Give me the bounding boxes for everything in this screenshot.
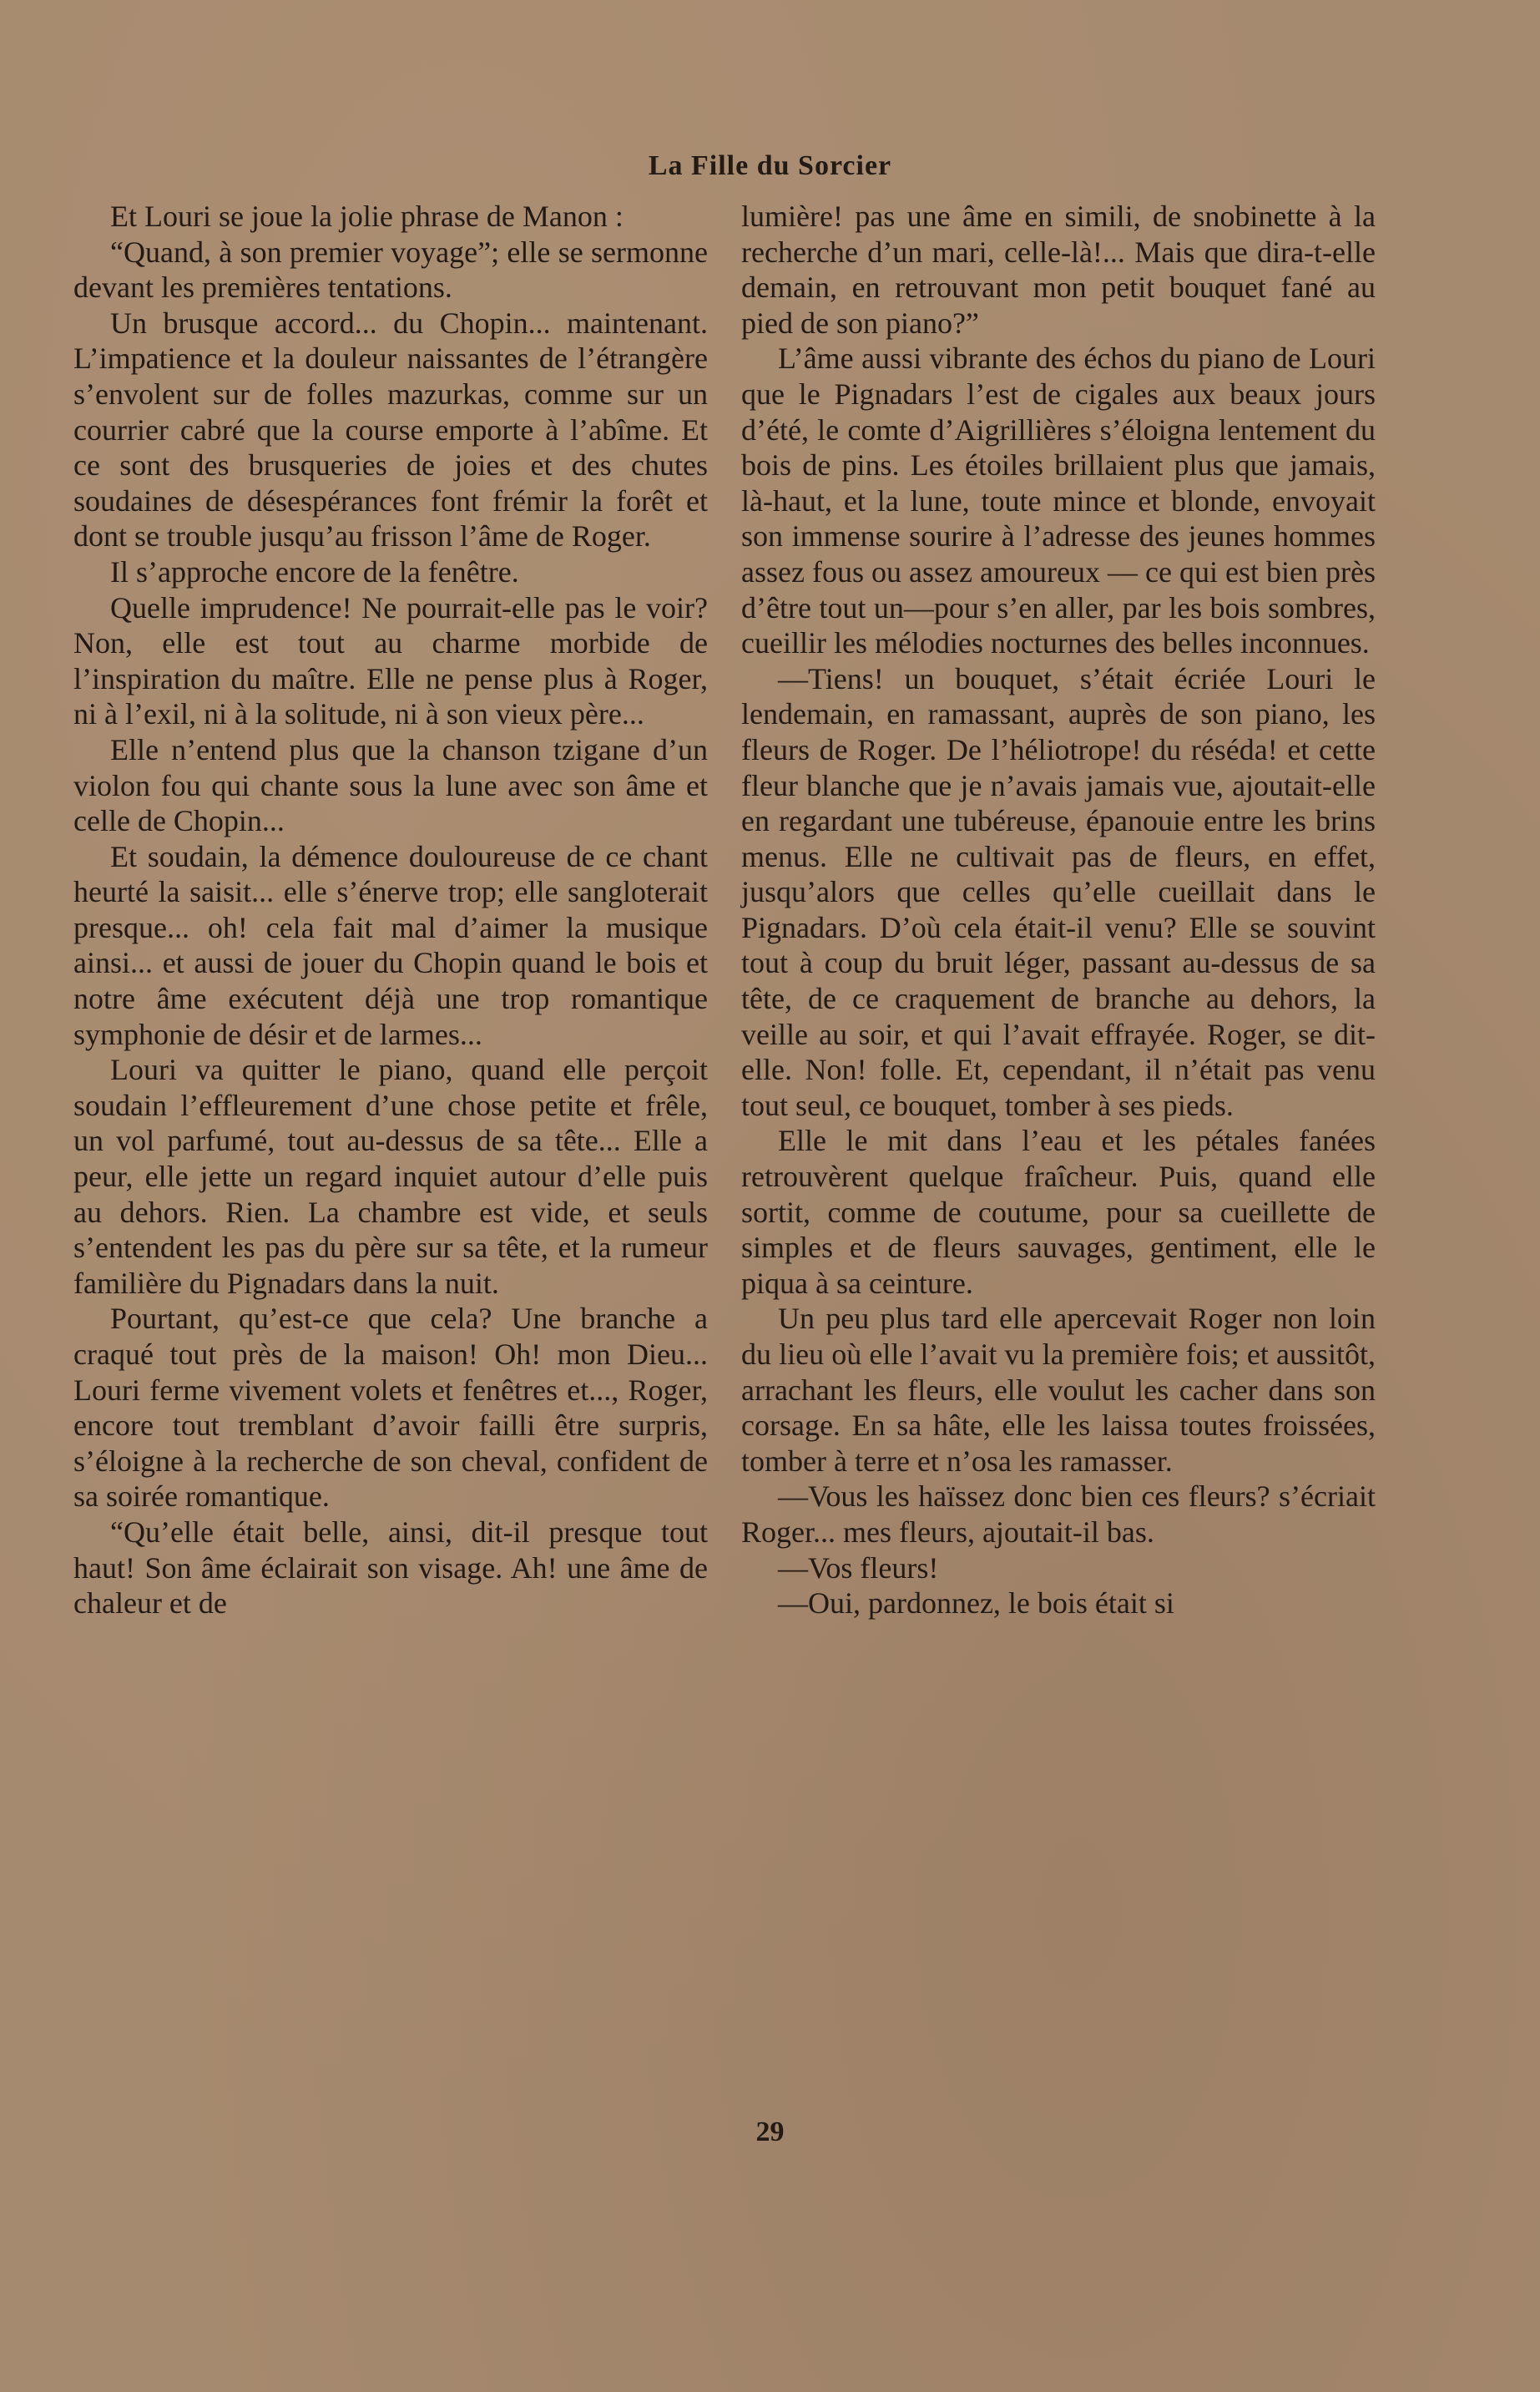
paragraph: lumière! pas une âme en simili, de snobinette à la recherche d’un mari, celle-là!... Mais que dira-t-elle demain, en retrouvant mon petit bouquet fané au pied de son piano?” — [741, 200, 1376, 340]
paragraph: —Vous les haïssez donc bien ces fleurs? s’écriait Roger... mes fleurs, ajoutait-il bas. — [741, 1479, 1376, 1549]
paragraph: —Oui, pardonnez, le bois était si — [778, 1586, 1174, 1621]
left-column — [73, 199, 708, 1621]
paragraph: Elle le mit dans l’eau et les pétales fanées retrouvèrent quelque fraîcheur. Puis, quand elle sortit, comme de coutume, pour sa cueillette de simples et de fleurs sauvages, gentiment, elle le piqua à sa ceinture. — [741, 1124, 1376, 1300]
paragraph: “Qu’elle était belle, ainsi, dit-il presque tout haut! Son âme éclairait son visage. Ah! une âme de chaleur et de — [73, 1515, 708, 1621]
right-column — [741, 199, 1376, 1621]
paragraph: —Vos fleurs! — [778, 1550, 939, 1585]
paragraph: Pourtant, qu’est-ce que cela? Une branche a craqué tout près de la maison! Oh! mon Dieu... Louri ferme vivement volets et fenêtres et..., Roger, encore tout tremblant d’avoir failli être surpris, s’éloigne à la recherche de son cheval, confident de sa soirée romantique. — [73, 1302, 708, 1514]
paragraph: Un brusque accord... du Chopin... maintenant. L’impatience et la douleur naissantes de l’étrangère s’envolent sur de folles mazurkas, comme sur un courrier cabré que la course emporte à l’abîme. Et ce sont des brusqueries de joies et des chutes soudaines de désespérances font frémir la forêt et dont se trouble jusqu’au frisson l’âme de Roger. — [73, 306, 708, 554]
paragraph: Un peu plus tard elle apercevait Roger non loin du lieu où elle l’avait vu la première fois; et aussitôt, arrachant les fleurs, elle voulut les cacher dans son corsage. En sa hâte, elle les laissa toutes froissées, tomber à terre et n’osa les ramasser. — [741, 1302, 1376, 1478]
paragraph: Et soudain, la démence douloureuse de ce chant heurté la saisit... elle s’énerve trop; elle sangloterait presque... oh! cela fait mal d’aimer la musique ainsi... et aussi de jouer du Chopin quand le bois et notre âme exécutent déjà une trop romantique symphonie de désir et de larmes... — [73, 839, 708, 1051]
paragraph: Quelle imprudence! Ne pourrait-elle pas le voir? Non, elle est tout au charme morbide de l’inspiration du maître. Elle ne pense plus à Roger, ni à l’exil, ni à la solitude, ni à son vieux père... — [73, 590, 708, 731]
paragraph: Et Louri se joue la jolie phrase de Manon : — [110, 200, 624, 233]
paragraph: Louri va quitter le piano, quand elle perçoit soudain l’effleurement d’une chose petite et frêle, un vol parfumé, tout au-dessus de sa tête... Elle a peur, elle jette un regard inquiet autour d’elle puis au dehors. Rien. La chambre est vide, et seuls s’entendent les pas du père sur sa tête, et la rumeur familière du Pignadars dans la nuit. — [73, 1053, 708, 1300]
paragraph: “Quand, à son premier voyage”; elle se sermonne devant les premières tentations. — [73, 235, 708, 305]
running-header: La Fille du Sorcier — [648, 150, 892, 181]
paragraph: Elle n’entend plus que la chanson tzigane d’un violon fou qui chante sous la lune avec son âme et celle de Chopin... — [73, 732, 708, 838]
paragraph: L’âme aussi vibrante des échos du piano de Louri que le Pignadars l’est de cigales aux beaux jours d’été, le comte d’Aigrillières s’éloigna lentement du bois de pins. Les étoiles brillaient plus que jamais, là-haut, et la lune, toute mince et blonde, envoyait son immense sourire à l’adresse des jeunes hommes assez fous ou assez amoureux — ce qui est bien près d’être tout un—pour s’en aller, par les bois sombres, cueillir les mélodies nocturnes des belles inconnues. — [741, 341, 1376, 660]
paragraph: —Tiens! un bouquet, s’était écriée Louri le lendemain, en ramassant, auprès de son piano, les fleurs de Roger. De l’héliotrope! du réséda! et cette fleur blanche que je n’avais jamais vue, ajoutait-elle en regardant une tubéreuse, épanouie entre les brins menus. Elle ne cultivait pas de fleurs, en effet, jusqu’alors que celles qu’elle cueillait dans le Pignadars. D’où cela était-il venu? Elle se souvint tout à coup du bruit léger, passant au-dessus de sa tête, de ce craquement de branche au dehors, la veille au soir, et qui l’avait effrayée. Roger, se dit-elle. Non! folle. Et, cependant, il n’était pas venu tout seul, ce bouquet, tomber à ses pieds. — [741, 661, 1376, 1122]
page-number: 29 — [755, 2116, 785, 2147]
paragraph: Il s’approche encore de la fenêtre. — [110, 554, 519, 589]
